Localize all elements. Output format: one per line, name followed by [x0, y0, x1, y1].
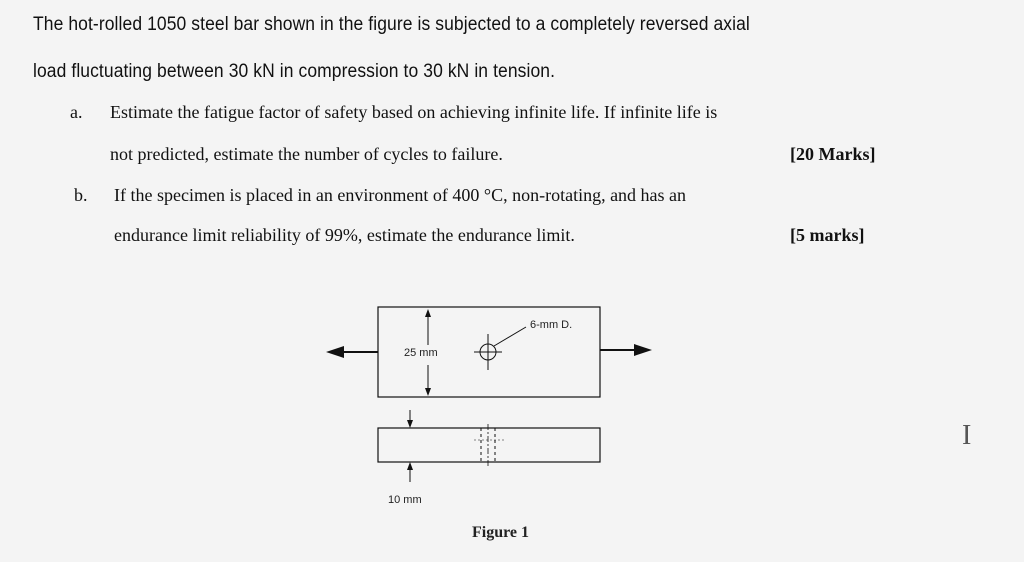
right-load-arrowhead [634, 344, 652, 356]
left-load-arrowhead [326, 346, 344, 358]
part-a-line-1: Estimate the fatigue factor of safety based on achieving infinite life. If infinite life is [110, 102, 718, 122]
width-dimension-label: 25 mm [404, 347, 438, 359]
figure-caption: Figure 1 [472, 524, 530, 541]
bar-side-view [378, 428, 600, 462]
part-a-line-2: not predicted, estimate the number of cycles to failure. [110, 144, 503, 164]
text-cursor-icon: I [962, 420, 972, 451]
width-dim-top-head [425, 309, 431, 317]
part-b-line-1: If the specimen is placed in an environment of 400 °C, non-rotating, and has an [114, 185, 687, 205]
width-dim-bottom-head [425, 388, 431, 396]
hole-leader [494, 327, 526, 346]
part-a-marks: [20 Marks] [790, 144, 876, 164]
hole-diameter-label: 6-mm D. [530, 319, 573, 331]
part-b-marks: [5 marks] [790, 225, 865, 245]
problem-intro-line-1: The hot-rolled 1050 steel bar shown in the figure is subjected to a completely reversed axial [33, 14, 750, 35]
problem-intro-line-2: load fluctuating between 30 kN in compression to 30 kN in tension. [33, 61, 556, 82]
part-a-marker: a. [70, 102, 83, 122]
part-b-line-2: endurance limit reliability of 99%, estimate the endurance limit. [114, 225, 575, 245]
thickness-dim-bottom-head [407, 462, 413, 470]
thickness-dim-top-head [407, 420, 413, 428]
thickness-dimension-label: 10 mm [388, 494, 422, 506]
part-b-marker: b. [74, 185, 88, 205]
